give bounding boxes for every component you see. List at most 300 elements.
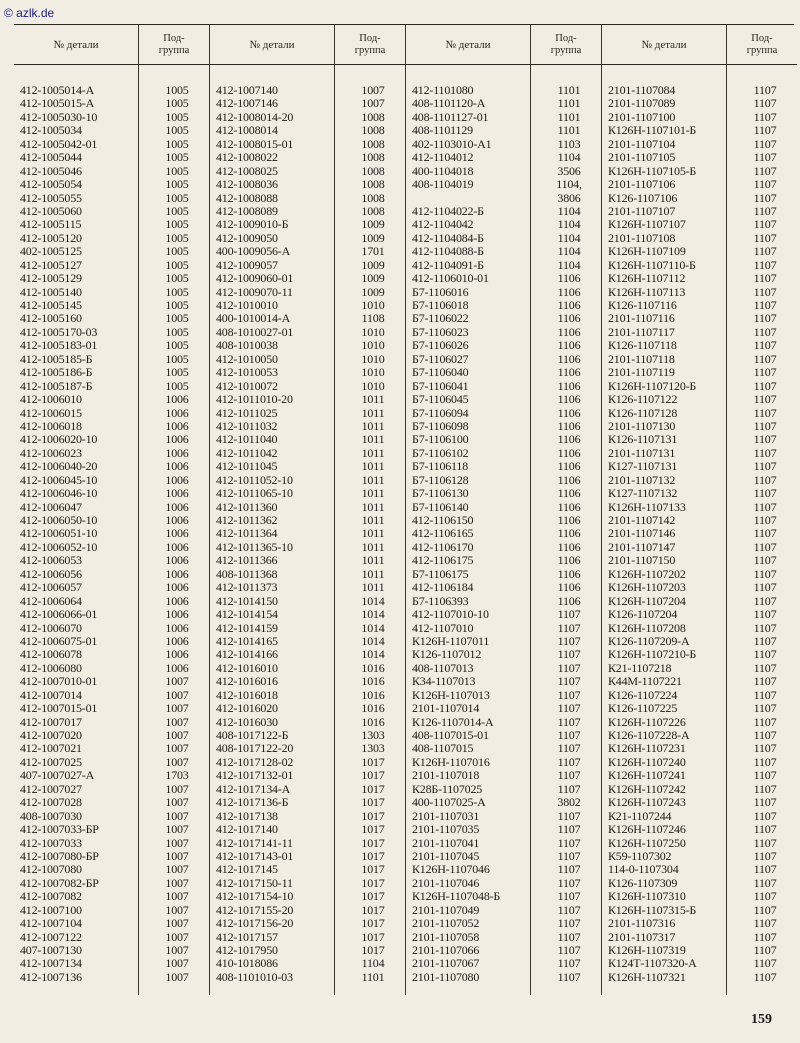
part-number-cell: 412-1005054 — [20, 178, 82, 192]
part-number-cell: Б7-1106040 — [412, 366, 469, 380]
subgroup-cell: 1101 — [557, 124, 581, 138]
part-number-cell: 412-1104012 — [412, 151, 474, 165]
subgroup-cell: 1104 — [557, 218, 581, 232]
part-number-cell: 412-1005129 — [20, 272, 82, 286]
subgroup-cell: 1005 — [165, 97, 189, 111]
subgroup-cell: 1005 — [165, 258, 189, 272]
part-number-cell: Б7-1106102 — [412, 446, 469, 460]
subgroup-cell: 1007 — [165, 688, 189, 702]
subgroup-cell: 1005 — [165, 204, 189, 218]
part-number-cell: 2101-1107118 — [608, 352, 675, 366]
subgroup-cell: 1107 — [753, 742, 777, 756]
subgroup-column — [335, 25, 405, 995]
part-number-cell: 2101-1107116 — [608, 312, 675, 326]
part-number-cell — [406, 192, 530, 205]
part-number-cell: 412-1007134 — [20, 957, 82, 971]
part-number-cell: Б7-1106022 — [412, 312, 469, 326]
subgroup-cell: 1107 — [753, 325, 777, 339]
subgroup-cell: 1107 — [557, 823, 581, 837]
part-number-cell: 412-1101080 — [412, 84, 474, 97]
subgroup-cell: 1011 — [361, 487, 385, 501]
subgroup-cell: 1107 — [753, 648, 777, 662]
subgroup-cell: 1005 — [165, 352, 189, 366]
subgroup-cell: 1006 — [165, 433, 189, 447]
subgroup-cell: 1009 — [361, 258, 385, 272]
subgroup-cell: 1106 — [557, 554, 581, 568]
part-number-cell: 412-1006051-10 — [20, 527, 98, 541]
part-number-cell: 412-1106010-01 — [412, 272, 489, 286]
subgroup-cell: 1011 — [361, 406, 385, 420]
part-number-cell: 412-1006050-10 — [20, 514, 98, 527]
part-number-cell: 400-1104018 — [412, 164, 474, 178]
part-number-cell: 412-1009050 — [216, 231, 278, 245]
subgroup-cell: 1006 — [165, 621, 189, 635]
subgroup-cell: 1016 — [361, 702, 385, 716]
subgroup-cell: 1007 — [165, 755, 189, 769]
part-number-cell: К126Н-1107013 — [412, 688, 490, 702]
subgroup-cell: 1010 — [361, 325, 385, 339]
part-number-cell: К127-1107131 — [608, 460, 678, 474]
subgroup-cell: 1010 — [361, 352, 385, 366]
subgroup-cell: 1103 — [557, 137, 581, 151]
subgroup-cell: 1005 — [165, 299, 189, 312]
part-number-header: № детали — [406, 25, 530, 65]
part-number-cell: К126-1107118 — [608, 339, 677, 353]
part-number-cell: 400-1010014-А — [216, 312, 291, 326]
subgroup-cell: 1107 — [753, 957, 777, 971]
part-number-cell: К126Н-1107120-Б — [608, 379, 697, 393]
subgroup-cell: 1008 — [361, 178, 385, 192]
subgroup-cell: 1107 — [753, 191, 777, 205]
subgroup-cell: 1107 — [557, 970, 581, 984]
subgroup-cell: 1107 — [557, 930, 581, 944]
part-number-cell: 408-1107013 — [412, 661, 474, 675]
subgroup-header: Под- группа — [335, 25, 405, 65]
subgroup-cell: 1007 — [165, 970, 189, 984]
subgroup-cell: 1106 — [557, 285, 581, 299]
subgroup-cell: 1106 — [557, 352, 581, 366]
part-number-cell: 408-1101127-01 — [412, 110, 489, 124]
subgroup-cell: 1007 — [165, 729, 189, 742]
part-number-cell: 412-1006047 — [20, 500, 82, 514]
part-number-cell: К126Н-1107046 — [412, 863, 490, 877]
subgroup-cell: 1106 — [557, 325, 581, 339]
subgroup-cell: 1006 — [165, 393, 189, 407]
part-number-cell: 412-1008088 — [216, 191, 278, 205]
subgroup-cell: 1005 — [165, 379, 189, 393]
part-number-cell: К126Н-1107202 — [608, 567, 686, 581]
part-number-cell: К126-1107204 — [608, 608, 678, 622]
part-number-cell: Б7-1106027 — [412, 352, 469, 366]
part-number-cell: 412-1017145 — [216, 863, 278, 877]
part-number-cell: 412-1014159 — [216, 621, 278, 635]
part-number-cell: К126-1107128 — [608, 406, 678, 420]
subgroup-cell: 1007 — [165, 809, 189, 823]
part-number-cell: 2101-1107080 — [412, 970, 480, 984]
part-number-cell: Б7-1106130 — [412, 487, 469, 501]
part-number-cell: 412-1009010-Б — [216, 218, 289, 232]
part-number-cell: К126Н-1107109 — [608, 245, 686, 259]
subgroup-cell: 1006 — [165, 419, 189, 433]
subgroup-cell: 1007 — [165, 876, 189, 890]
part-number-cell: 408-1017122-20 — [216, 742, 294, 756]
part-number-cell: 412-1005115 — [20, 218, 82, 232]
subgroup-cell: 1106 — [557, 473, 581, 487]
part-number-cell: 412-1005014-А — [20, 84, 95, 97]
part-number-cell: 412-1017141-11 — [216, 836, 293, 850]
subgroup-cell: 1106 — [557, 393, 581, 407]
part-number-cell: 412-1005170-03 — [20, 325, 98, 339]
part-number-cell: 114-0-1107304 — [608, 863, 679, 877]
subgroup-cell: 1008 — [361, 110, 385, 124]
part-number-cell: К126-1107122 — [608, 393, 678, 407]
subgroup-cell: 1014 — [361, 621, 385, 635]
part-number-cell: 2101-1107084 — [608, 84, 676, 97]
part-number-cell: 412-1006075-01 — [20, 634, 98, 648]
subgroup-cell: 1008 — [361, 191, 385, 205]
part-number-cell: 412-1006078 — [20, 648, 82, 662]
subgroup-cell: 1005 — [165, 366, 189, 380]
part-number-cell: 408-1107015-01 — [412, 729, 489, 742]
part-number-cell: К126-1107228-А — [608, 729, 690, 742]
subgroup-cell: 1107 — [753, 849, 777, 863]
part-number-cell: Б7-1106026 — [412, 339, 469, 353]
part-number-cell: 412-1006046-10 — [20, 487, 98, 501]
part-number-cell: К126Н-1107243 — [608, 796, 686, 810]
part-number-cell: 408-1010038 — [216, 339, 278, 353]
subgroup-cell: 1107 — [557, 648, 581, 662]
subgroup-cell: 1107 — [753, 970, 777, 984]
part-number-cell: 412-1011042 — [216, 446, 278, 460]
subgroup-cell: 1107 — [753, 755, 777, 769]
part-number-cell: К44М-1107221 — [608, 675, 682, 689]
subgroup-cell: 1101 — [361, 970, 385, 984]
subgroup-cell: 1017 — [361, 944, 385, 957]
part-number-cell: 412-1007033-БР — [20, 823, 99, 837]
part-number-cell: 412-1007136 — [20, 970, 82, 984]
subgroup-cell: 1007 — [165, 849, 189, 863]
part-number-cell: 412-1008014-20 — [216, 110, 294, 124]
part-number-cell: К126Н-1107204 — [608, 594, 686, 608]
subgroup-cell: 1107 — [753, 231, 777, 245]
part-number-cell: 412-1005120 — [20, 231, 82, 245]
subgroup-cell: 1011 — [361, 527, 385, 541]
part-number-cell: 412-1006020-10 — [20, 433, 98, 447]
subgroup-cell: 1005 — [165, 84, 189, 97]
subgroup-cell: 1008 — [361, 137, 385, 151]
part-number-cell: Б7-1106016 — [412, 285, 469, 299]
subgroup-cell: 1107 — [557, 849, 581, 863]
part-number-cell: 412-1011025 — [216, 406, 278, 420]
subgroup-cell: 1006 — [165, 406, 189, 420]
part-number-cell: 408-1104019 — [412, 178, 474, 192]
part-number-cell: 412-1007082 — [20, 890, 82, 904]
part-number-cell: Б7-1106100 — [412, 433, 469, 447]
part-number-cell: 412-1005145 — [20, 299, 82, 312]
subgroup-cell: 1107 — [753, 863, 777, 877]
part-number-cell: 412-1104084-Б — [412, 231, 484, 245]
subgroup-cell: 1005 — [165, 137, 189, 151]
part-number-cell: 2101-1107316 — [608, 917, 676, 931]
subgroup-cell: 1107 — [753, 675, 777, 689]
subgroup-cell: 3802 — [557, 796, 581, 810]
subgroup-cell: 1007 — [165, 782, 189, 796]
part-number-cell: 412-1106170 — [412, 540, 474, 554]
subgroup-cell: 1010 — [361, 379, 385, 393]
part-number-cell: К126-1107209-А — [608, 634, 690, 648]
subgroup-cell: 1107 — [753, 218, 777, 232]
subgroup-cell: 1104 — [557, 245, 581, 259]
part-number-cell: 412-1007015-01 — [20, 702, 98, 716]
part-number-cell: Б7-1106094 — [412, 406, 469, 420]
subgroup-cell: 1107 — [753, 97, 777, 111]
part-number-cell: Б7-1106175 — [412, 567, 469, 581]
part-number-cell: 400-1009056-А — [216, 245, 291, 259]
parts-index-table — [14, 24, 794, 995]
part-number-cell: 2101-1107014 — [412, 702, 480, 716]
subgroup-header: Под- группа — [531, 25, 601, 65]
subgroup-cell: 1107 — [753, 876, 777, 890]
subgroup-cell: 3806 — [557, 191, 581, 205]
part-number-cell: 2101-1107052 — [412, 917, 480, 931]
subgroup-cell: 1107 — [753, 500, 777, 514]
subgroup-cell: 1107 — [557, 836, 581, 850]
part-number-cell: 412-1009057 — [216, 258, 278, 272]
part-number-cell: 402-1103010-А1 — [412, 137, 492, 151]
part-number-cell: 412-1107010-10 — [412, 608, 489, 622]
subgroup-cell: 1007 — [165, 702, 189, 716]
part-number-cell: 412-1005015-А — [20, 97, 95, 111]
part-number-cell: К126Н-1107315-Б — [608, 903, 697, 917]
part-number-cell: 412-1005030-10 — [20, 110, 98, 124]
subgroup-cell: 1107 — [753, 594, 777, 608]
part-number-cell: 412-1006053 — [20, 554, 82, 568]
part-number-cell: 412-1011364 — [216, 527, 278, 541]
subgroup-cell: 1106 — [557, 446, 581, 460]
subgroup-cell: 1017 — [361, 823, 385, 837]
subgroup-cell: 1106 — [557, 379, 581, 393]
subgroup-cell: 1007 — [165, 742, 189, 756]
part-number-cell: 412-1005060 — [20, 204, 82, 218]
part-number-cell: 400-1107025-А — [412, 796, 486, 810]
part-number-cell: 408-1007030 — [20, 809, 82, 823]
subgroup-cell: 1108 — [361, 312, 385, 326]
part-number-cell: 412-1006015 — [20, 406, 82, 420]
part-number-cell: К126Н-1107231 — [608, 742, 686, 756]
subgroup-cell: 1016 — [361, 688, 385, 702]
part-number-cell: 412-1011065-10 — [216, 487, 293, 501]
part-number-cell: 408-1101010-03 — [216, 970, 293, 984]
subgroup-cell: 1107 — [753, 715, 777, 729]
part-number-cell: 412-1007017 — [20, 715, 82, 729]
subgroup-cell: 1107 — [753, 164, 777, 178]
subgroup-cell: 1106 — [557, 527, 581, 541]
subgroup-cell: 1016 — [361, 675, 385, 689]
subgroup-cell: 1303 — [361, 742, 385, 756]
part-number-cell: 412-1017140 — [216, 823, 278, 837]
subgroup-cell: 1107 — [753, 419, 777, 433]
part-number-cell: 412-1008089 — [216, 204, 278, 218]
part-number-column — [210, 25, 335, 995]
part-number-cell: 2101-1107067 — [412, 957, 480, 971]
part-number-cell: 412-1008015-01 — [216, 137, 294, 151]
part-number-cell: 412-1006018 — [20, 419, 82, 433]
part-number-cell: 412-1007021 — [20, 742, 82, 756]
subgroup-cell: 1006 — [165, 514, 189, 527]
subgroup-column — [139, 25, 209, 995]
subgroup-cell: 1107 — [753, 473, 777, 487]
part-number-cell: 2101-1107131 — [608, 446, 676, 460]
subgroup-cell: 1104, — [556, 178, 582, 192]
part-number-cell: 412-1006010 — [20, 393, 82, 407]
subgroup-cell: 1014 — [361, 634, 385, 648]
part-number-cell: К126-1107309 — [608, 876, 678, 890]
subgroup-cell: 1107 — [753, 661, 777, 675]
part-number-cell: К126Н-1107101-Б — [608, 124, 697, 138]
subgroup-cell: 1107 — [753, 460, 777, 474]
part-number-cell: К126Н-1107310 — [608, 890, 686, 904]
subgroup-cell: 1106 — [557, 594, 581, 608]
subgroup-cell: 1107 — [557, 782, 581, 796]
subgroup-cell: 1107 — [753, 110, 777, 124]
subgroup-cell: 1007 — [165, 796, 189, 810]
subgroup-cell: 1107 — [557, 863, 581, 877]
subgroup-cell: 1011 — [361, 473, 385, 487]
subgroup-cell: 1017 — [361, 769, 385, 783]
subgroup-cell: 1007 — [165, 944, 189, 957]
part-number-cell: 412-1011040 — [216, 433, 278, 447]
part-number-cell: К126Н-1107107 — [608, 218, 686, 232]
subgroup-cell: 1017 — [361, 890, 385, 904]
part-number-cell: 2101-1107058 — [412, 930, 480, 944]
part-number-cell: 2101-1107104 — [608, 137, 676, 151]
subgroup-cell: 1101 — [557, 97, 581, 111]
part-number-cell: 412-1014166 — [216, 648, 278, 662]
subgroup-cell: 1014 — [361, 648, 385, 662]
subgroup-cell: 1005 — [165, 339, 189, 353]
part-number-cell: 412-1011365-10 — [216, 540, 293, 554]
subgroup-cell: 1107 — [753, 581, 777, 595]
part-number-cell: 2101-1107150 — [608, 554, 676, 568]
subgroup-cell: 1014 — [361, 594, 385, 608]
part-number-cell: 412-1014154 — [216, 608, 278, 622]
subgroup-cell: 1007 — [165, 715, 189, 729]
subgroup-cell: 1106 — [557, 366, 581, 380]
subgroup-cell: 1107 — [753, 487, 777, 501]
part-number-cell: К126Н-1107203 — [608, 581, 686, 595]
subgroup-cell: 1011 — [361, 393, 385, 407]
subgroup-cell: 1017 — [361, 836, 385, 850]
page-number: 159 — [751, 1012, 772, 1027]
part-number-cell: 412-1005044 — [20, 151, 82, 165]
part-number-cell: 412-1104022-Б — [412, 204, 484, 218]
part-number-cell: 412-1007146 — [216, 97, 278, 111]
subgroup-cell: 1107 — [753, 634, 777, 648]
subgroup-column — [531, 25, 601, 995]
part-number-cell: 412-1017155-20 — [216, 903, 294, 917]
subgroup-cell: 1106 — [557, 514, 581, 527]
subgroup-cell: 1006 — [165, 661, 189, 675]
subgroup-cell: 1009 — [361, 231, 385, 245]
part-number-cell: 412-1104088-Б — [412, 245, 484, 259]
subgroup-cell: 1107 — [753, 272, 777, 286]
subgroup-cell: 1107 — [753, 944, 777, 957]
part-number-cell: 412-1011052-10 — [216, 473, 293, 487]
part-number-cell: К21-1107218 — [608, 661, 672, 675]
part-number-cell: 412-1007140 — [216, 84, 278, 97]
subgroup-cell: 1006 — [165, 500, 189, 514]
part-number-cell: К28Б-1107025 — [412, 782, 483, 796]
part-number-cell: 2101-1107049 — [412, 903, 480, 917]
part-number-cell: К126Н-1107208 — [608, 621, 686, 635]
subgroup-cell: 1017 — [361, 782, 385, 796]
subgroup-cell: 1107 — [753, 366, 777, 380]
subgroup-cell: 1010 — [361, 366, 385, 380]
subgroup-cell: 1006 — [165, 634, 189, 648]
part-number-cell: К21-1107244 — [608, 809, 672, 823]
part-number-cell: 412-1007014 — [20, 688, 82, 702]
subgroup-cell: 1106 — [557, 339, 581, 353]
subgroup-cell: 1107 — [557, 729, 581, 742]
subgroup-cell: 1106 — [557, 433, 581, 447]
subgroup-cell: 1016 — [361, 661, 385, 675]
part-number-cell: 412-1017157 — [216, 930, 278, 944]
subgroup-cell: 1107 — [753, 702, 777, 716]
part-number-cell: 412-1007033 — [20, 836, 82, 850]
subgroup-cell: 1107 — [753, 151, 777, 165]
part-number-cell: 412-1017150-11 — [216, 876, 293, 890]
part-number-cell: К59-1107302 — [608, 849, 672, 863]
subgroup-cell: 1107 — [557, 890, 581, 904]
subgroup-cell: 1007 — [361, 97, 385, 111]
subgroup-cell: 1107 — [753, 245, 777, 259]
subgroup-cell: 1007 — [165, 930, 189, 944]
subgroup-cell: 1106 — [557, 312, 581, 326]
part-number-cell: 412-1006070 — [20, 621, 82, 635]
subgroup-cell: 1010 — [361, 299, 385, 312]
part-number-cell: К126Н-1107113 — [608, 285, 686, 299]
subgroup-cell: 1104 — [557, 151, 581, 165]
part-number-cell: 412-1007010-01 — [20, 675, 98, 689]
part-number-cell: Б7-1106128 — [412, 473, 469, 487]
part-number-cell: 2101-1107142 — [608, 514, 676, 527]
part-number-cell: 412-1007082-БР — [20, 876, 99, 890]
part-number-cell: К126-1107116 — [608, 299, 677, 312]
part-number-cell: 2101-1107108 — [608, 231, 676, 245]
part-number-cell: 412-1006023 — [20, 446, 82, 460]
part-number-cell: 412-1006064 — [20, 594, 82, 608]
part-number-header: № детали — [210, 25, 334, 65]
subgroup-cell: 1106 — [557, 419, 581, 433]
part-number-cell: 412-1006045-10 — [20, 473, 98, 487]
part-number-cell: 412-1106150 — [412, 514, 474, 527]
subgroup-cell: 1008 — [361, 151, 385, 165]
part-number-cell: К126Н-1107133 — [608, 500, 686, 514]
part-number-cell: 412-1014165 — [216, 634, 278, 648]
part-number-cell: 2101-1107035 — [412, 823, 480, 837]
subgroup-cell: 1107 — [557, 634, 581, 648]
part-number-cell: 2101-1107119 — [608, 366, 675, 380]
part-number-cell: 2101-1107100 — [608, 110, 676, 124]
part-number-cell: 412-1017156-20 — [216, 917, 294, 931]
subgroup-cell: 1106 — [557, 567, 581, 581]
part-number-cell: 412-1006056 — [20, 567, 82, 581]
part-number-cell: К34-1107013 — [412, 675, 476, 689]
subgroup-cell: 1005 — [165, 218, 189, 232]
subgroup-cell: 1005 — [165, 231, 189, 245]
subgroup-cell: 1107 — [753, 917, 777, 931]
subgroup-cell: 1107 — [753, 782, 777, 796]
